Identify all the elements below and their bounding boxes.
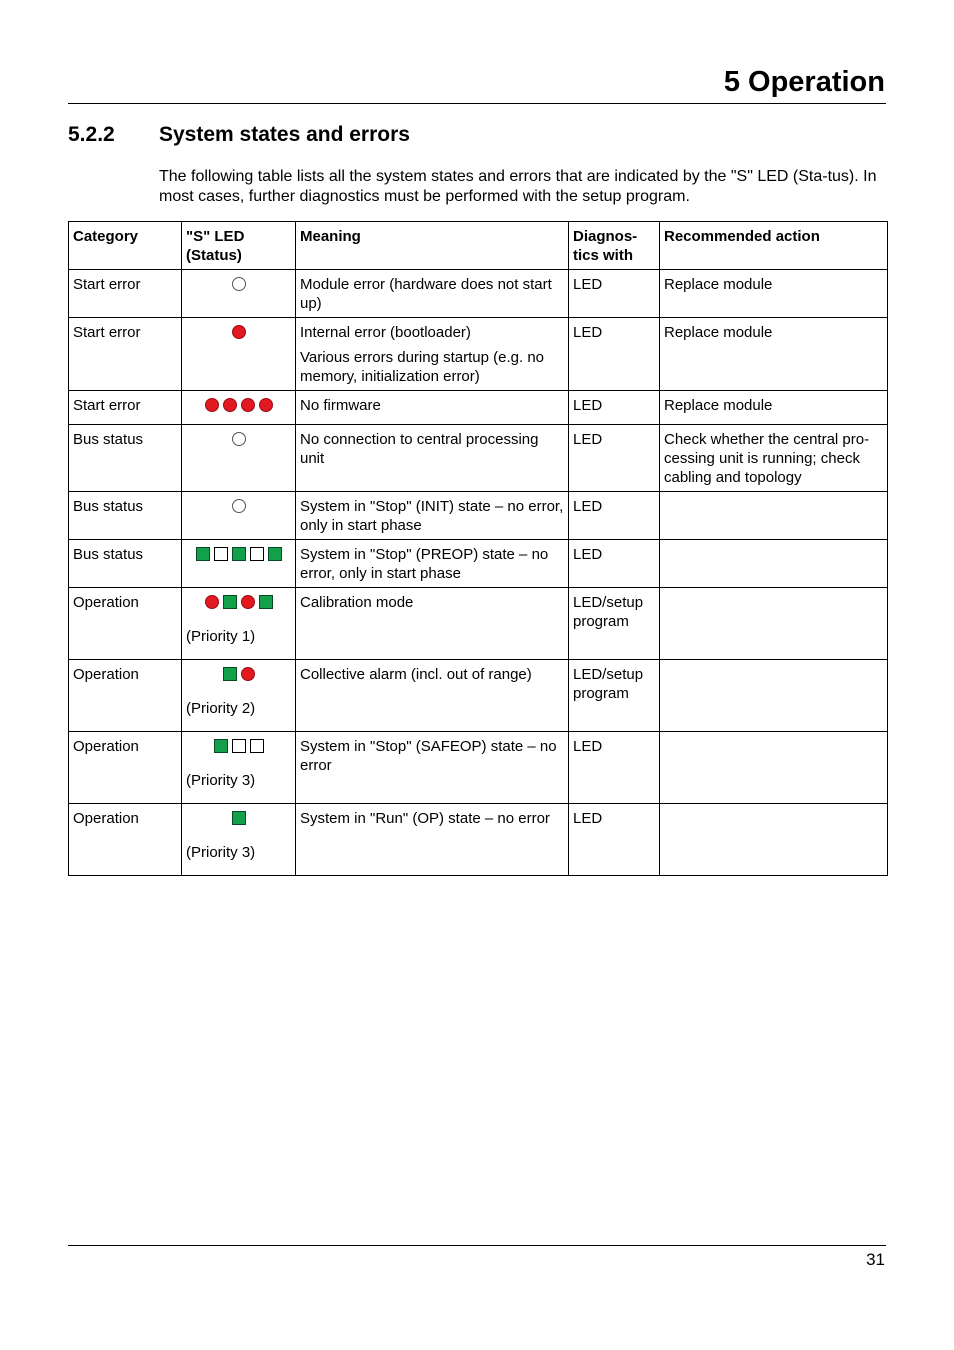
led-cell — [182, 391, 296, 425]
led-pattern — [186, 593, 291, 611]
meaning-text: Calibration mode — [300, 594, 414, 611]
page-number: 31 — [866, 1250, 885, 1269]
action-cell — [660, 540, 888, 588]
led-green-square-icon — [214, 739, 228, 753]
led-red-circle-icon — [241, 398, 255, 412]
header-led-line1: "S" LED — [186, 228, 245, 245]
led-green-square-icon — [196, 547, 210, 561]
meaning-cell — [296, 732, 569, 804]
led-cell — [182, 270, 296, 318]
action-cell: Replace module — [660, 318, 888, 391]
category-cell: Operation — [69, 588, 182, 660]
action-cell — [660, 492, 888, 540]
table-row — [69, 391, 888, 425]
led-pattern — [186, 396, 291, 414]
led-white-square-icon — [214, 547, 228, 561]
action-cell — [660, 804, 888, 876]
action-cell — [660, 732, 888, 804]
meaning-cell — [296, 540, 569, 588]
header-meaning: Meaning — [296, 222, 569, 270]
meaning-cell — [296, 804, 569, 876]
led-cell — [182, 588, 296, 660]
meaning-text: Module error (hardware does not start up) — [300, 276, 552, 312]
meaning-text: System in "Stop" (INIT) state – no error, only in start phase — [300, 498, 564, 534]
led-green-square-icon — [259, 595, 273, 609]
diagnostics-cell: LED/setup program — [569, 588, 660, 660]
section-number: 5.2.2 — [68, 123, 115, 146]
priority-label: (Priority 3) — [186, 772, 256, 789]
intro-paragraph: The following table lists all the system states and errors that are indicated by the "S" LED (Sta-tus). In most cases, further diagnostics must be performed with the setup program. — [159, 168, 877, 205]
meaning-cell — [296, 270, 569, 318]
action-cell: Replace module — [660, 391, 888, 425]
action-cell: Replace module — [660, 270, 888, 318]
meaning-cell — [296, 391, 569, 425]
footer-rule — [68, 1245, 886, 1246]
table-row — [69, 732, 888, 804]
table-row — [69, 425, 888, 492]
led-pattern — [186, 545, 291, 563]
meaning-text: Collective alarm (incl. out of range) — [300, 666, 532, 683]
category-cell: Operation — [69, 732, 182, 804]
table-row — [69, 540, 888, 588]
led-white-square-icon — [232, 739, 246, 753]
led-red-circle-icon — [223, 398, 237, 412]
header-diag-line1: Diagnos- — [573, 228, 638, 245]
meaning-text-secondary: Various errors during startup (e.g. no memory, initialization error) — [300, 349, 545, 385]
meaning-cell — [296, 425, 569, 492]
led-red-circle-icon — [205, 398, 219, 412]
meaning-cell — [296, 660, 569, 732]
led-off-circle-icon — [232, 499, 246, 513]
header-action: Recommended action — [660, 222, 888, 270]
led-green-square-icon — [268, 547, 282, 561]
diagnostics-cell: LED — [569, 425, 660, 492]
table-row — [69, 660, 888, 732]
led-cell — [182, 660, 296, 732]
led-cell — [182, 425, 296, 492]
led-red-circle-icon — [205, 595, 219, 609]
header-led-line2: (Status) — [186, 247, 242, 264]
header-rule — [68, 103, 886, 104]
category-cell: Bus status — [69, 492, 182, 540]
led-red-circle-icon — [241, 595, 255, 609]
led-red-circle-icon — [241, 667, 255, 681]
category-cell: Start error — [69, 391, 182, 425]
led-green-square-icon — [232, 547, 246, 561]
led-red-circle-icon — [259, 398, 273, 412]
led-cell — [182, 540, 296, 588]
header-diagnostics — [569, 222, 660, 270]
led-pattern — [186, 430, 291, 448]
led-pattern — [186, 275, 291, 293]
led-red-circle-icon — [232, 325, 246, 339]
led-cell — [182, 318, 296, 391]
diagnostics-cell: LED — [569, 318, 660, 391]
led-pattern — [186, 665, 291, 683]
table-row — [69, 492, 888, 540]
chapter-title: 5 Operation — [723, 66, 885, 98]
section-title: System states and errors — [159, 123, 410, 146]
meaning-text: System in "Stop" (PREOP) state – no error, only in start phase — [300, 546, 549, 582]
table-body — [69, 270, 888, 876]
header-diag-line2: tics with — [573, 247, 634, 264]
diagnostics-cell: LED — [569, 804, 660, 876]
category-cell: Bus status — [69, 425, 182, 492]
header-led — [182, 222, 296, 270]
category-cell: Operation — [69, 660, 182, 732]
led-pattern — [186, 737, 291, 755]
led-off-circle-icon — [232, 277, 246, 291]
meaning-text: System in "Run" (OP) state – no error — [300, 810, 550, 827]
meaning-text: System in "Stop" (SAFEOP) state – no error — [300, 738, 557, 774]
category-cell: Bus status — [69, 540, 182, 588]
priority-label: (Priority 2) — [186, 700, 256, 717]
diagnostics-cell: LED/setup program — [569, 660, 660, 732]
diagnostics-cell: LED — [569, 391, 660, 425]
meaning-text: Internal error (bootloader) — [300, 324, 471, 341]
category-cell: Operation — [69, 804, 182, 876]
led-green-square-icon — [223, 595, 237, 609]
led-off-circle-icon — [232, 432, 246, 446]
meaning-cell — [296, 492, 569, 540]
meaning-text: No connection to central processing unit — [300, 431, 539, 467]
led-cell — [182, 492, 296, 540]
action-cell — [660, 660, 888, 732]
action-cell — [660, 588, 888, 660]
led-pattern — [186, 497, 291, 515]
priority-label: (Priority 1) — [186, 628, 256, 645]
led-green-square-icon — [223, 667, 237, 681]
led-cell — [182, 804, 296, 876]
led-white-square-icon — [250, 739, 264, 753]
table-row — [69, 588, 888, 660]
category-cell: Start error — [69, 270, 182, 318]
priority-label: (Priority 3) — [186, 844, 256, 861]
table-row — [69, 804, 888, 876]
table-header-row — [69, 222, 888, 270]
section-heading — [68, 123, 410, 147]
led-cell — [182, 732, 296, 804]
meaning-cell — [296, 318, 569, 391]
diagnostics-cell: LED — [569, 492, 660, 540]
led-green-square-icon — [232, 811, 246, 825]
category-cell: Start error — [69, 318, 182, 391]
diagnostics-cell: LED — [569, 270, 660, 318]
diagnostics-cell: LED — [569, 540, 660, 588]
meaning-text: No firmware — [300, 397, 381, 414]
led-pattern — [186, 809, 291, 827]
table-row — [69, 270, 888, 318]
meaning-cell — [296, 588, 569, 660]
table-row — [69, 318, 888, 391]
system-states-table — [68, 221, 888, 876]
header-category: Category — [69, 222, 182, 270]
led-white-square-icon — [250, 547, 264, 561]
action-cell: Check whether the central pro-cessing unit is running; check cabling and topology — [660, 425, 888, 492]
led-pattern — [186, 323, 291, 341]
diagnostics-cell: LED — [569, 732, 660, 804]
